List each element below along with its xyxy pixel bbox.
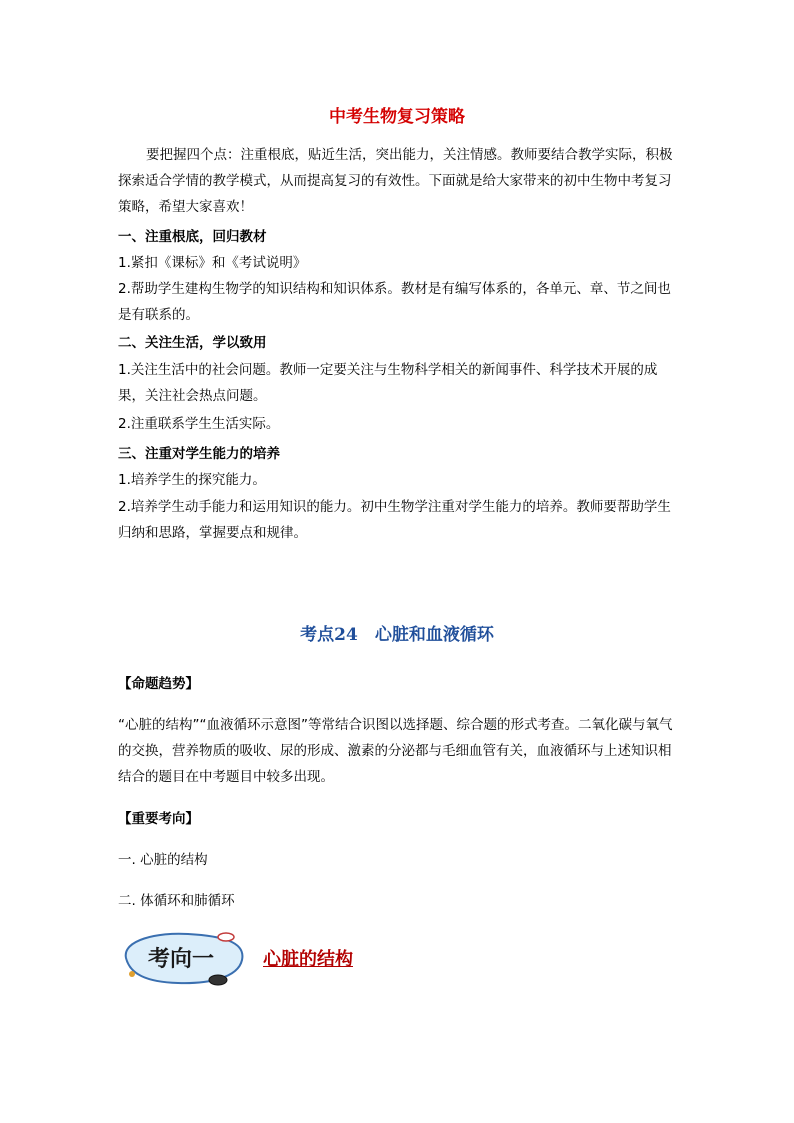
- badge-ornament-bottom: [209, 975, 227, 985]
- intro-paragraph: 要把握四个点：注重根底，贴近生活，突出能力，关注情感。教师要结合教学实际，积极探索适合学情的教学模式，从而提高复习的有效性。下面就是给大家带来的初中生物中考复习策略，希望大家喜欢！: [118, 147, 673, 215]
- badge-ornament-top: [218, 933, 234, 941]
- section-3-item-1: 1.培养学生的探究能力。: [118, 472, 266, 488]
- direction-item-2: 二. 体循环和肺循环: [118, 893, 235, 909]
- section-heading-1: 一、注重根底，回归教材: [118, 229, 267, 245]
- direction-item-1: 一. 心脏的结构: [118, 852, 208, 868]
- section-heading-3: 三、注重对学生能力的培养: [118, 446, 280, 462]
- trend-label: 【命题趋势】: [118, 676, 199, 692]
- section-2-item-1: 1.关注生活中的社会问题。教师一定要关注与生物科学相关的新闻事件、科学技术开展的成果，关注社会热点问题。: [118, 362, 658, 404]
- section-1-item-1: 1.紧扣《课标》和《考试说明》: [118, 255, 307, 271]
- heart-structure-link[interactable]: 心脏的结构: [263, 949, 353, 970]
- direction-label: 【重要考向】: [118, 811, 199, 827]
- kaoxiang-badge: [118, 928, 248, 988]
- badge-text: 考向一: [147, 946, 215, 972]
- trend-paragraph: “心脏的结构”“血液循环示意图”等常结合识图以选择题、综合题的形式考查。二氧化碳与氧气的交换，营养物质的吸收、尿的形成、激素的分泌都与毛细血管有关，血液循环与上述知识相结合的题目在中考题目中较多出现。: [118, 717, 673, 785]
- section-1-item-2: 2.帮助学生建构生物学的知识结构和知识体系。教材是有编写体系的，各单元、章、节之间也是有联系的。: [118, 281, 671, 323]
- section-3-item-2: 2.培养学生动手能力和运用知识的能力。初中生物学注重对学生能力的培养。教师要帮助学生归纳和思路，掌握要点和规律。: [118, 499, 671, 541]
- section-heading-2: 二、关注生活，学以致用: [118, 335, 267, 351]
- section-2-item-2: 2.注重联系学生生活实际。: [118, 416, 280, 432]
- page-title: 中考生物复习策略: [329, 107, 465, 127]
- badge-ornament-dot: [129, 971, 135, 977]
- kaodian-title: 考点24 心脏和血液循环: [300, 625, 494, 645]
